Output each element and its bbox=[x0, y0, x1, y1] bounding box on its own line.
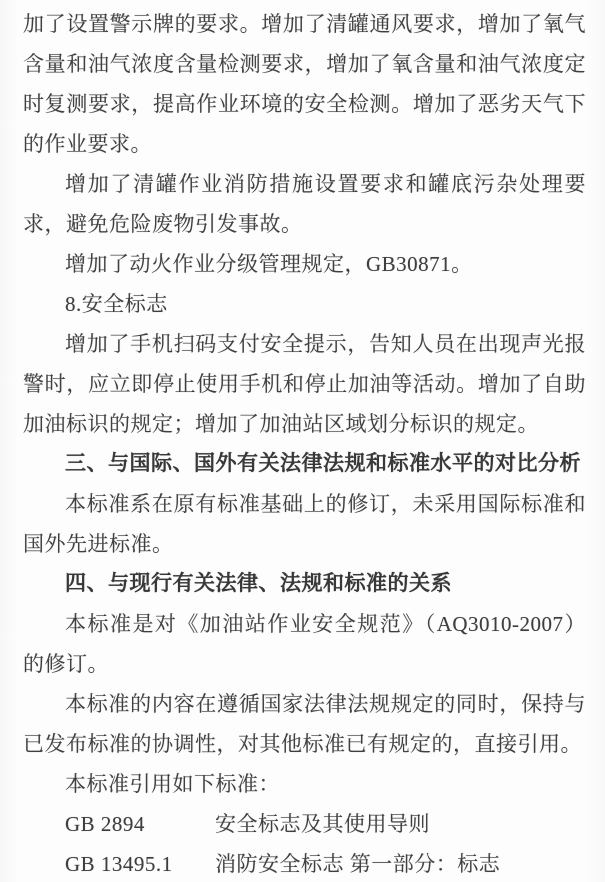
paragraph-aq3010-revision: 本标准是对《加油站作业安全规范》（AQ3010-2007）的修订。 bbox=[23, 612, 586, 676]
reference-title: 安全标志及其使用导则 bbox=[215, 812, 430, 836]
heading-section-4-relation-to-laws: 四、与现行有关法律、法规和标准的关系 bbox=[65, 572, 452, 595]
reference-row-gb13495 bbox=[23, 844, 586, 882]
reference-row-gb2894 bbox=[23, 804, 586, 844]
paragraph-mobile-payment-safety: 增加了手机扫码支付安全提示，告知人员在出现声光报警时，应立即停止使用手机和停止加油等活动。增加了自助加油标识的规定；增加了加油站区域划分标识的规定。 bbox=[23, 332, 586, 436]
paragraph-revision-basis: 本标准系在原有标准基础上的修订，未采用国际标准和国外先进标准。 bbox=[23, 492, 586, 556]
reference-title: 消防安全标志 第一部分：标志 bbox=[215, 852, 501, 876]
paragraph-hot-work-classification: 增加了动火作业分级管理规定，GB30871。 bbox=[65, 252, 473, 276]
paragraph-cited-standards-intro: 本标准引用如下标准： bbox=[65, 772, 280, 796]
reference-code: GB 2894 bbox=[65, 812, 145, 836]
paragraph-item-8-safety-signs: 8.安全标志 bbox=[65, 292, 168, 316]
paragraph-tank-cleaning-fire-measures: 增加了清罐作业消防措施设置要求和罐底污杂处理要求，避免危险废物引发事故。 bbox=[23, 172, 586, 236]
heading-section-3-international-comparison: 三、与国际、国外有关法律法规和标准水平的对比分析 bbox=[65, 452, 581, 475]
reference-code: GB 13495.1 bbox=[65, 852, 173, 876]
paragraph-coordination-with-standards: 本标准的内容在遵循国家法律法规规定的同时，保持与已发布标准的协调性，对其他标准已有规定的，直接引用。 bbox=[23, 692, 586, 756]
paragraph-warning-signs-ventilation: 加了设置警示牌的要求。增加了清罐通风要求，增加了氧气含量和油气浓度含量检测要求，增加了氧含量和油气浓度定时复测要求，提高作业环境的安全检测。增加了恶劣天气下的作业要求。 bbox=[23, 12, 586, 156]
